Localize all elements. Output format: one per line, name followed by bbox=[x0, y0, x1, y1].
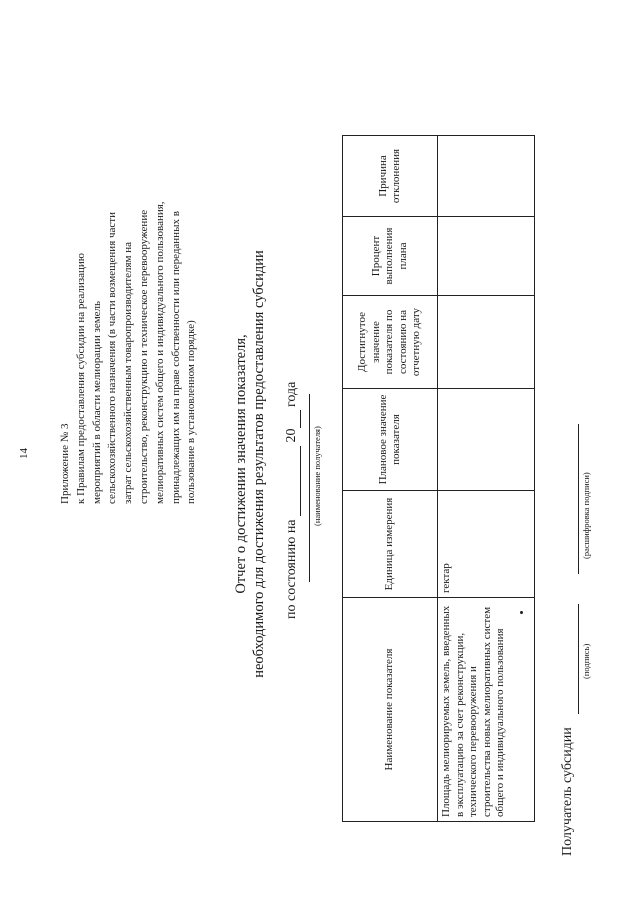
as-of-prefix: по состоянию на bbox=[284, 519, 299, 619]
report-title bbox=[232, 184, 268, 744]
recipient-caption: (наименование получателя) bbox=[312, 426, 322, 526]
cell-unit: гектар bbox=[438, 491, 535, 598]
header-achieved-value: Достигнутое значение показателя по состоянию на отчетную дату bbox=[343, 296, 438, 389]
as-of-year-prefix: 20 bbox=[284, 428, 299, 443]
cell-indicator: Площадь мелиорируемых земель, введенных в эксплуатацию за счет реконструкции, технического перевооружения и строительства новых мелиоративных систем общего и индивидуального пользования bbox=[438, 598, 535, 822]
appendix-line: пользование в установленном порядке) bbox=[185, 320, 198, 504]
year-blank[interactable] bbox=[284, 410, 301, 428]
cell-plan[interactable] bbox=[438, 389, 535, 491]
appendix-line: мелиоративных систем общего и индивидуального пользования, bbox=[153, 201, 166, 504]
appendix-line: к Правилам предоставления субсидии на реализацию bbox=[74, 253, 87, 504]
appendix-line: принадлежащих им на праве собственности или переданных в bbox=[169, 211, 182, 504]
appendix-line: мероприятий в области мелиорации земель bbox=[90, 300, 103, 504]
signature-decode-line[interactable] bbox=[578, 424, 579, 574]
header-indicator-name: Наименование показателя bbox=[343, 598, 438, 822]
table-row bbox=[438, 136, 535, 822]
cell-achieved[interactable] bbox=[438, 296, 535, 389]
header-plan-value: Плановое значение показателя bbox=[343, 389, 438, 491]
cell-reason[interactable] bbox=[438, 136, 535, 217]
as-of-date-line bbox=[284, 382, 301, 619]
header-percent: Процент выполнения плана bbox=[343, 217, 438, 296]
signature-decode-caption: (расшифровка подписи) bbox=[581, 472, 591, 559]
appendix-line: затрат сельскохозяйственным товаропроизводителям на bbox=[122, 241, 135, 504]
appendix-line: Приложение № 3 bbox=[59, 423, 71, 504]
table-header-row bbox=[343, 136, 438, 822]
signature-line[interactable] bbox=[578, 604, 579, 714]
page-number: 14 bbox=[18, 448, 30, 459]
report-title-line2: необходимого для достижения результатов предоставления субсидии bbox=[251, 250, 267, 678]
as-of-suffix: года bbox=[284, 381, 299, 407]
recipient-name-line[interactable] bbox=[309, 394, 310, 582]
appendix-header bbox=[58, 44, 200, 504]
report-table bbox=[342, 135, 535, 822]
signature-caption: (подпись) bbox=[581, 643, 591, 679]
signature-label: Получатель субсидии bbox=[560, 727, 575, 856]
header-reason: Причина отклонения bbox=[343, 136, 438, 217]
appendix-line: строительство, реконструкцию и техническое перевооружение bbox=[137, 209, 150, 504]
header-unit: Единица измерения bbox=[343, 491, 438, 598]
day-month-blank[interactable] bbox=[284, 446, 301, 516]
cell-percent[interactable] bbox=[438, 217, 535, 296]
scan-speck bbox=[520, 611, 523, 614]
appendix-line: сельскохозяйственного назначения (в части возмещения части bbox=[106, 212, 119, 504]
report-title-line1: Отчет о достижении значения показателя, bbox=[233, 334, 249, 594]
